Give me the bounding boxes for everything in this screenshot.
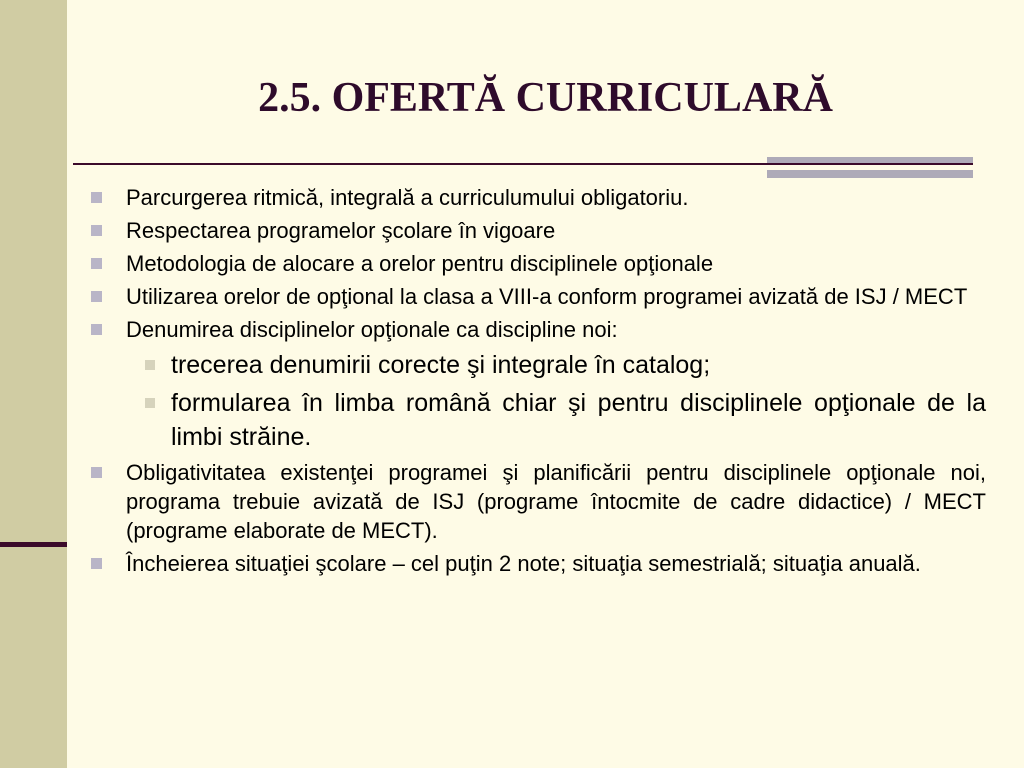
- sub-bullet-list: [126, 348, 986, 454]
- bullet-text: Obligativitatea existenţei programei şi planificării pentru disciplinele opţionale noi, programa trebuie avizată de ISJ (programe întocmite de cadre didactice) / MECT (programe elaborate de MECT).: [126, 460, 986, 543]
- decorative-bar-bottom: [767, 170, 973, 178]
- title-underline: [73, 163, 973, 165]
- square-bullet-icon: [91, 324, 102, 335]
- square-bullet-icon: [91, 558, 102, 569]
- sub-bullet-text: trecerea denumirii corecte şi integrale în catalog;: [171, 351, 711, 379]
- square-sub-bullet-icon: [145, 398, 155, 408]
- sub-bullet-item: [126, 348, 986, 382]
- bullet-item: [86, 549, 986, 578]
- square-bullet-icon: [91, 258, 102, 269]
- bullet-text: Utilizarea orelor de opţional la clasa a VIII-a conform programei avizată de ISJ / MECT: [126, 284, 968, 309]
- bullet-text: Respectarea programelor şcolare în vigoare: [126, 218, 556, 243]
- slide-body: [86, 183, 986, 582]
- bullet-list: [86, 183, 986, 578]
- bullet-text: Încheierea situaţiei şcolare – cel puţin 2 note; situaţia semestrială; situaţia anuală.: [126, 551, 921, 576]
- square-bullet-icon: [91, 291, 102, 302]
- decorative-bar-top: [767, 157, 973, 163]
- square-bullet-icon: [91, 225, 102, 236]
- bullet-item: [86, 249, 986, 278]
- slide-title: 2.5. OFERTĂ CURRICULARĂ: [258, 75, 833, 121]
- bullet-text: Denumirea disciplinelor opţionale ca discipline noi:: [126, 317, 618, 342]
- bullet-item: [86, 458, 986, 545]
- bullet-item: [86, 183, 986, 212]
- bullet-item: [86, 282, 986, 311]
- bullet-text: Metodologia de alocare a orelor pentru disciplinele opţionale: [126, 251, 714, 276]
- bullet-item: [86, 216, 986, 245]
- left-accent-line: [0, 542, 67, 547]
- square-bullet-icon: [91, 467, 102, 478]
- square-bullet-icon: [91, 192, 102, 203]
- sub-bullet-item: [126, 386, 986, 454]
- sub-bullet-text: formularea în limba română chiar şi pentru disciplinele opţionale de la limbi străine.: [171, 389, 986, 451]
- bullet-text: Parcurgerea ritmică, integrală a curriculumului obligatoriu.: [126, 185, 689, 210]
- bullet-item: [86, 315, 986, 454]
- left-decorative-band: [0, 0, 67, 768]
- square-sub-bullet-icon: [145, 360, 155, 370]
